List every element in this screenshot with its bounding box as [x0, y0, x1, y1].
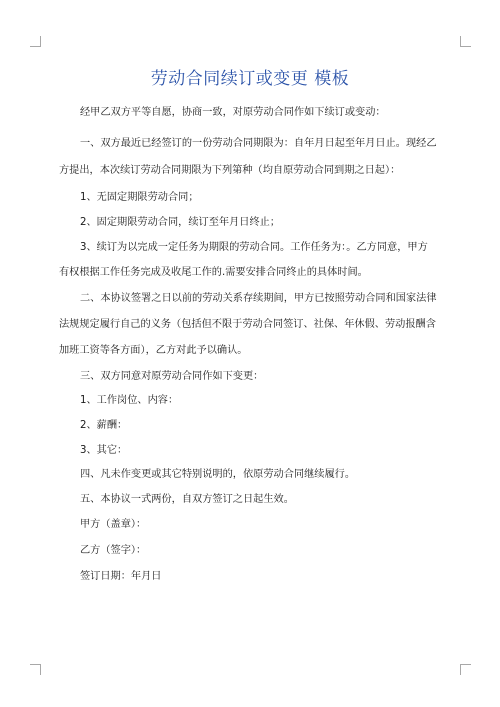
paragraph-intro: 经甲乙双方平等自愿，协商一致，对原劳动合同作如下续订或变动： — [80, 107, 386, 118]
list-item-option-1: 1、无固定期限劳动合同； — [80, 192, 199, 203]
crop-mark-top-left — [30, 36, 41, 47]
paragraph-clause-3: 三、双方同意对原劳动合同作如下变更： — [80, 371, 264, 382]
signing-date: 签订日期：年月日 — [80, 571, 162, 582]
paragraph-clause-4: 四、凡未作变更或其它特别说明的，依原劳动合同继续履行。 — [80, 469, 356, 480]
paragraph-clause-2-cont-2: 加班工资等各方面），乙方对此予以确认。 — [59, 345, 248, 356]
list-item-option-2: 2、固定期限劳动合同，续订至年月日终止； — [80, 217, 281, 228]
signature-party-a: 甲方（盖章）： — [80, 519, 147, 530]
document-title: 劳动合同续订或变更 模板 — [150, 69, 350, 89]
list-item-option-3-cont: 有权根据工作任务完成及收尾工作的.需要安排合同终止的具体时间。 — [59, 267, 368, 278]
paragraph-clause-5: 五、本协议一式两份，自双方签订之日起生效。 — [80, 494, 294, 505]
list-item-change-1: 1、工作岗位、内容： — [80, 395, 179, 406]
paragraph-clause-1: 一、双方最近已经签订的一份劳动合同期限为：自年月日起至年月日止。现经乙 — [80, 138, 437, 149]
paragraph-clause-1-cont: 方提出，本次续订劳动合同期限为下列第种（均自原劳动合同到期之日起）： — [59, 165, 401, 176]
crop-mark-bottom-left — [30, 664, 41, 675]
crop-mark-bottom-right — [460, 664, 471, 675]
crop-mark-top-right — [460, 36, 471, 47]
list-item-change-3: 3、其它： — [80, 445, 128, 456]
list-item-change-2: 2、薪酬： — [80, 420, 128, 431]
signature-party-b: 乙方（签字）： — [80, 545, 147, 556]
paragraph-clause-2-cont-1: 法规规定履行自己的义务（包括但不限于劳动合同签订、社保、年休假、劳动报酬含 — [59, 319, 436, 330]
paragraph-clause-2: 二、本协议签署之日以前的劳动关系存续期间，甲方已按照劳动合同和国家法律 — [80, 293, 437, 304]
list-item-option-3: 3、续订为以完成一定任务为期限的劳动合同。工作任务为：。乙方同意，甲方 — [80, 242, 428, 253]
